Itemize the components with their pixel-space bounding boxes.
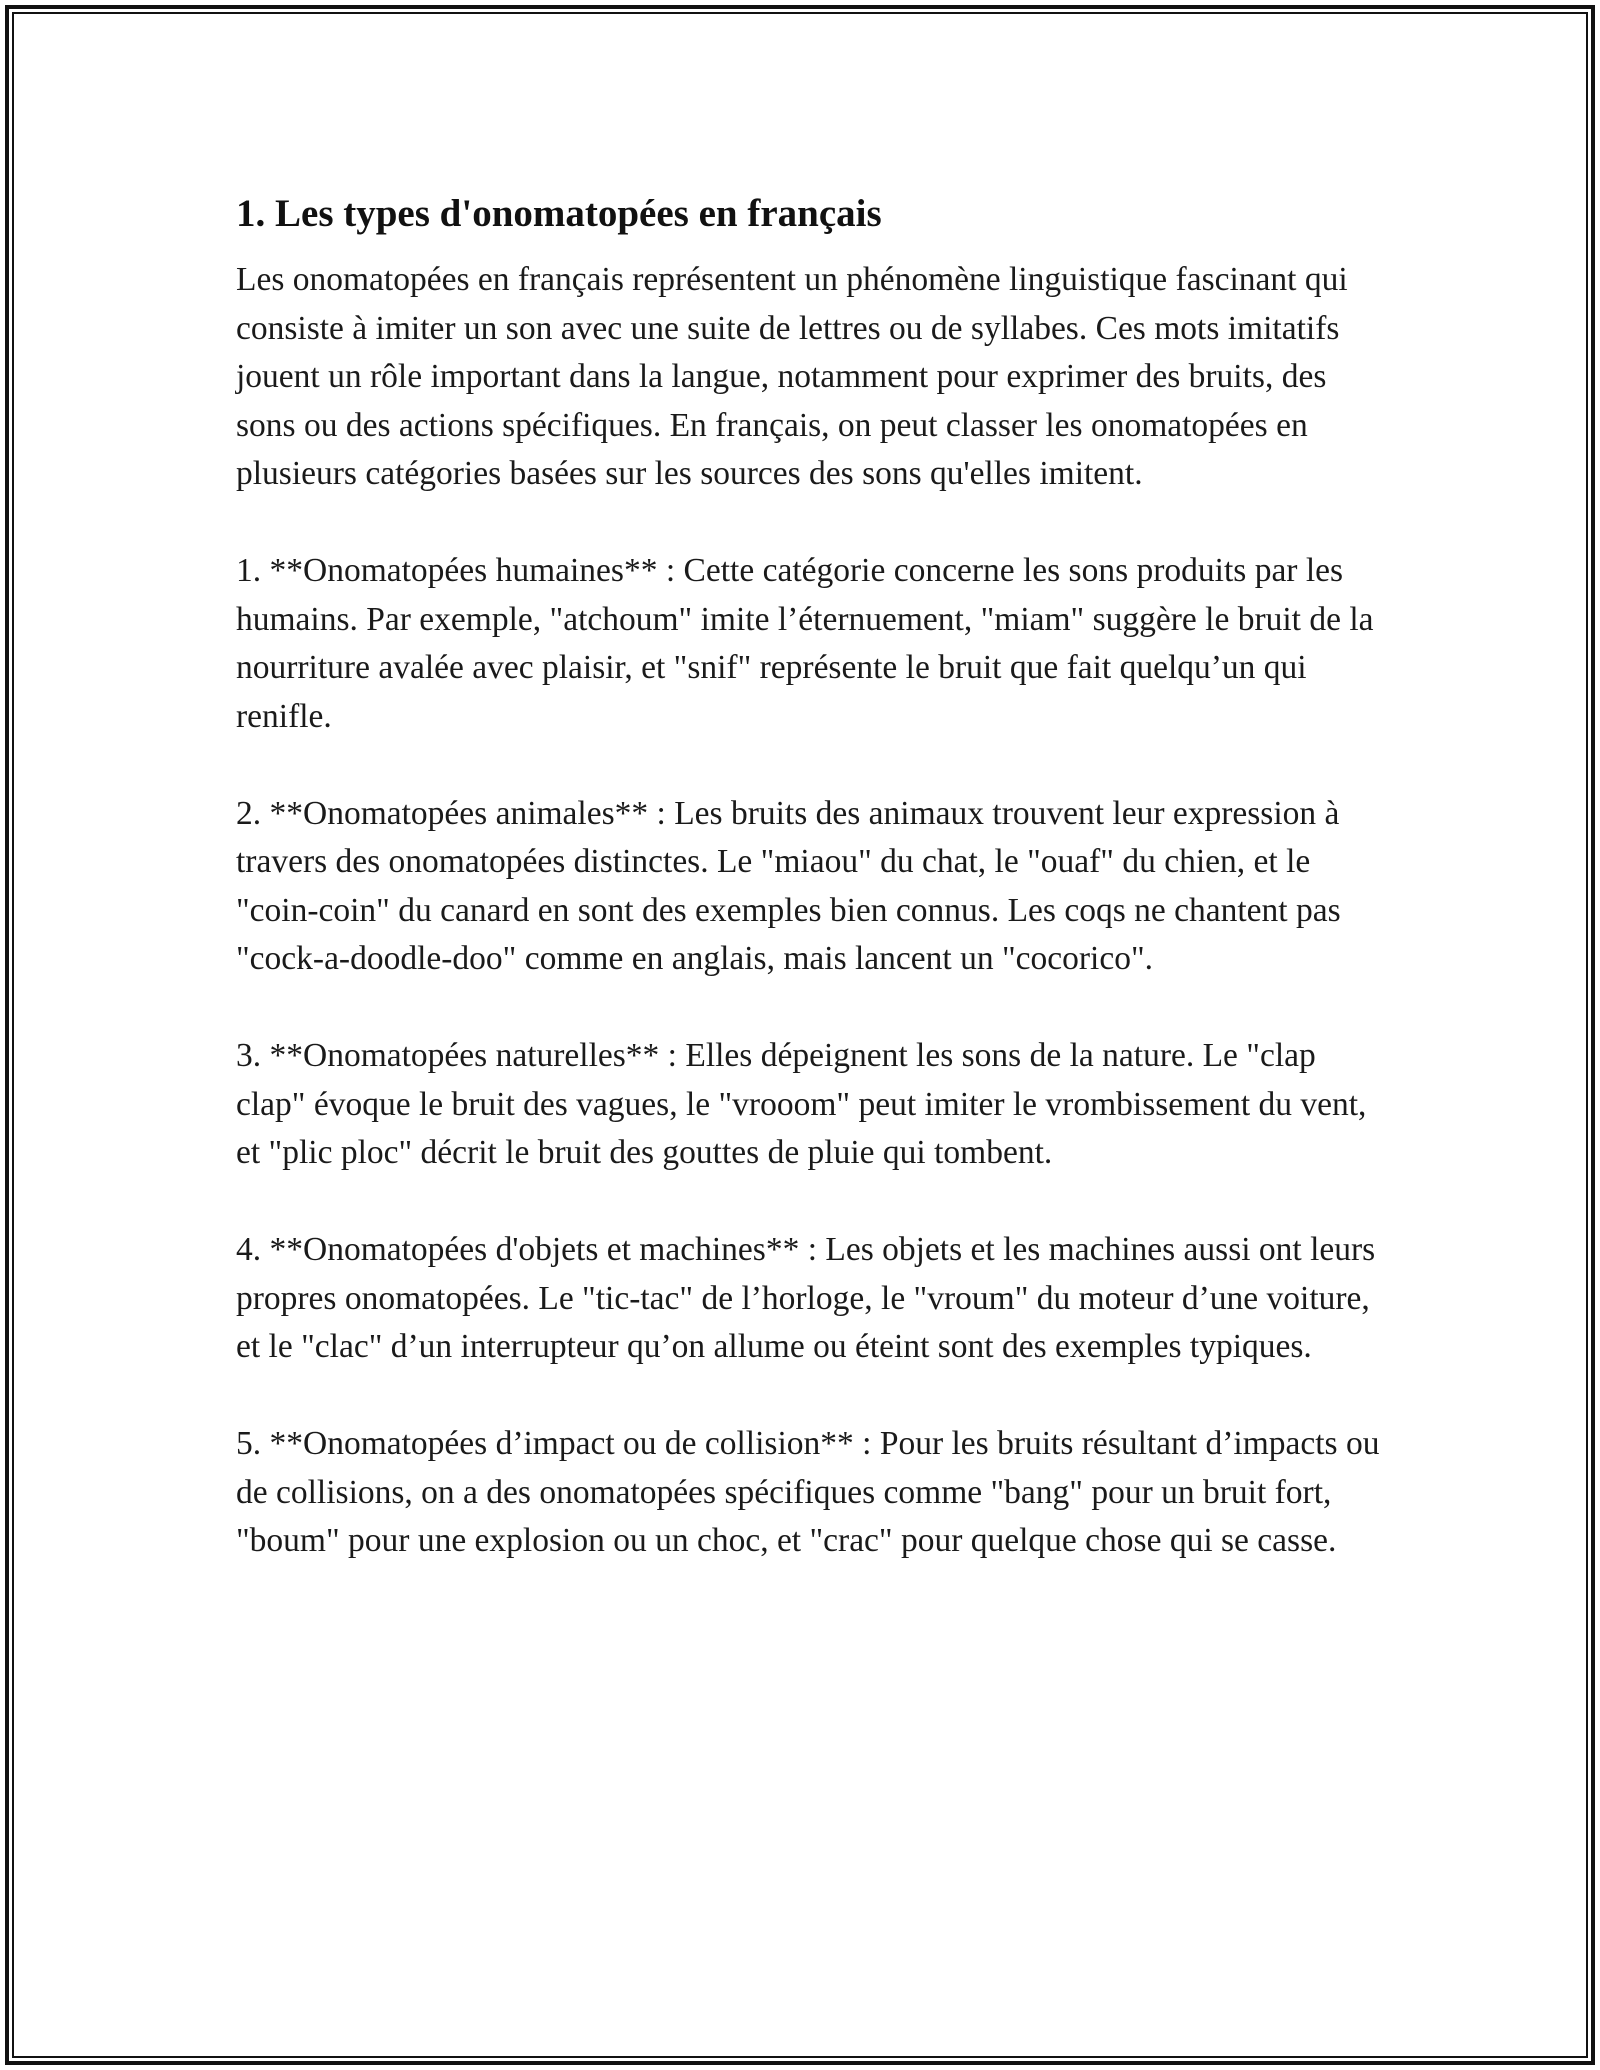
category-nature-paragraph: 3. **Onomatopées naturelles** : Elles dépeignent les sons de la nature. Le "clap clap" évoque le bruit des vagues, le "vrooom" peut imiter le vrombissement du vent, et "plic ploc" décrit le bruit des gouttes de pluie qui tombent.: [236, 1037, 1367, 1171]
category-objects-paragraph: 4. **Onomatopées d'objets et machines** : Les objets et les machines aussi ont leurs propres onomatopées. Le "tic-tac" de l’horloge, le "vroum" du moteur d’une voiture, et le "clac" d’un interrupteur qu’on allume ou éteint sont des exemples typiques.: [236, 1231, 1376, 1365]
category-impact-paragraph: 5. **Onomatopées d’impact ou de collision** : Pour les bruits résultant d’impacts ou de collisions, on a des onomatopées spécifiques comme "bang" pour un bruit fort, "boum" pour une explosion ou un choc, et "crac" pour quelque chose qui se casse.: [236, 1425, 1380, 1559]
category-animal-paragraph: 2. **Onomatopées animales** : Les bruits des animaux trouvent leur expression à travers des onomatopées distinctes. Le "miaou" du chat, le "ouaf" du chien, et le "coin-coin" du canard en sont des exemples bien connus. Les coqs ne chantent pas "cock-a-doodle-doo" comme en anglais, mais lancent un "cocorico".: [236, 794, 1341, 977]
document-body: [236, 184, 1386, 1614]
section-heading: 1. Les types d'onomatopées en français: [236, 192, 882, 235]
intro-paragraph: Les onomatopées en français représentent un phénomène linguistique fascinant qui consiste à imiter un son avec une suite de lettres ou de syllabes. Ces mots imitatifs jouent un rôle important dans la langue, notamment pour exprimer des bruits, des sons ou des actions spécifiques. En français, on peut classer les onomatopées en plusieurs catégories basées sur les sources des sons qu'elles imitent.: [236, 261, 1348, 492]
category-human-paragraph: 1. **Onomatopées humaines** : Cette catégorie concerne les sons produits par les humains. Par exemple, "atchoum" imite l’éternuement, "miam" suggère le bruit de la nourriture avalée avec plaisir, et "snif" représente le bruit que fait quelqu’un qui renifle.: [236, 552, 1374, 735]
